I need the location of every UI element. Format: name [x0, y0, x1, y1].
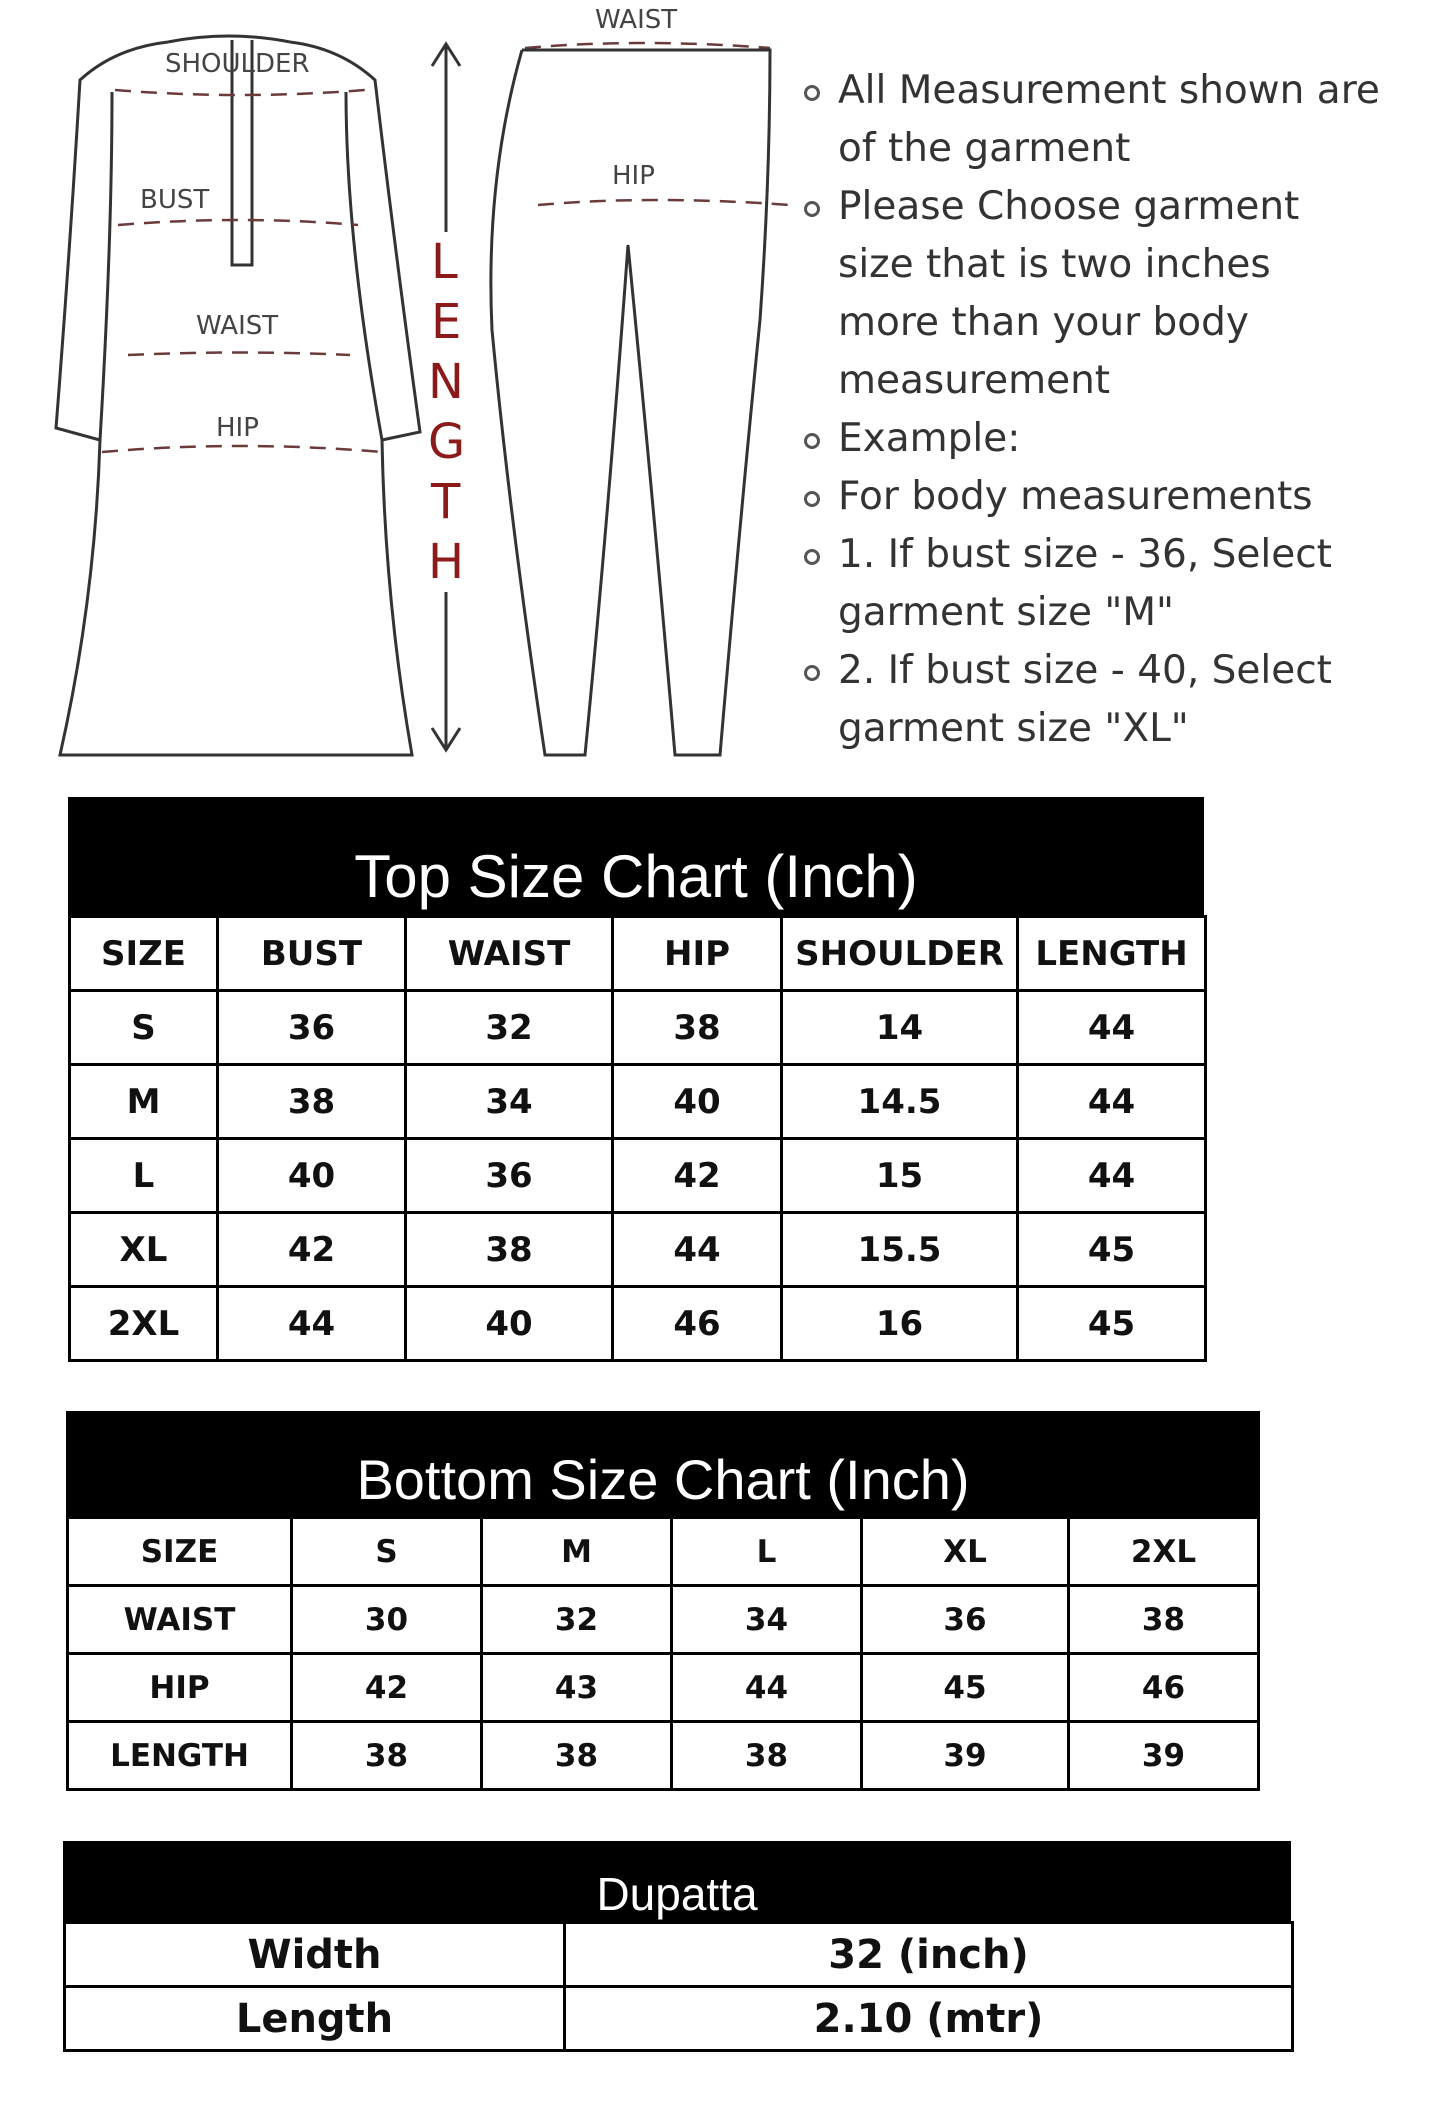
measurement-cell: 44 — [1018, 991, 1206, 1065]
measurement-cell: 38 — [218, 1065, 406, 1139]
measurement-cell: 44 — [218, 1287, 406, 1361]
measurement-cell: 44 — [1018, 1139, 1206, 1213]
measurement-cell: 14 — [782, 991, 1018, 1065]
measurement-cell: 46 — [613, 1287, 782, 1361]
table-row — [70, 1287, 1206, 1361]
length-letter: L — [431, 234, 458, 290]
table-header-row — [70, 917, 1206, 991]
measurement-cell: 32 — [482, 1586, 672, 1654]
table-row — [68, 1654, 1259, 1722]
top-size-table — [68, 915, 1207, 1362]
note-bullet-item: 2. If bust size - 40, Select — [790, 642, 1430, 700]
measurement-cell: 44 — [1018, 1065, 1206, 1139]
table-row — [68, 1518, 1259, 1586]
bottom-chart-title-bar — [66, 1411, 1260, 1516]
row-label-cell: HIP — [68, 1654, 292, 1722]
length-letter: T — [431, 474, 461, 530]
measurement-cell: 38 — [1069, 1586, 1259, 1654]
shoulder-label: SHOULDER — [165, 49, 310, 79]
measurement-cell: 45 — [1018, 1213, 1206, 1287]
dupatta-table — [63, 1921, 1294, 2052]
note-bullet-item: Example: — [790, 410, 1430, 468]
note-bullet-item: For body measurements — [790, 468, 1430, 526]
row-label-cell: SIZE — [68, 1518, 292, 1586]
bottom-chart-title: Bottom Size Chart (Inch) — [356, 1448, 970, 1511]
note-continuation: size that is two inches — [838, 242, 1271, 287]
measurement-cell: 42 — [613, 1139, 782, 1213]
measurement-cell: 2XL — [1069, 1518, 1259, 1586]
column-header: LENGTH — [1018, 917, 1206, 991]
measurement-cell: 38 — [482, 1722, 672, 1790]
dimension-label: Length — [65, 1987, 565, 2051]
bust-label: BUST — [140, 185, 210, 215]
table-row — [65, 1987, 1293, 2051]
measurement-cell: 39 — [1069, 1722, 1259, 1790]
size-cell: XL — [70, 1213, 218, 1287]
bottom-size-chart — [66, 1411, 1260, 1791]
measurement-cell: 38 — [406, 1213, 613, 1287]
dimension-value: 2.10 (mtr) — [565, 1987, 1293, 2051]
note-continuation: more than your body — [838, 300, 1249, 345]
measurement-cell: 44 — [672, 1654, 862, 1722]
note-continuation: of the garment — [838, 126, 1131, 171]
top-chart-title-bar — [68, 797, 1204, 915]
kurta-hip-label: HIP — [216, 413, 259, 443]
measurement-cell: 45 — [1018, 1287, 1206, 1361]
measurement-cell: 46 — [1069, 1654, 1259, 1722]
measurement-cell: 34 — [406, 1065, 613, 1139]
measurement-cell: 16 — [782, 1287, 1018, 1361]
measurement-cell: S — [292, 1518, 482, 1586]
measurement-cell: 36 — [406, 1139, 613, 1213]
pants-waist-label: WAIST — [595, 5, 678, 35]
top-chart-title: Top Size Chart (Inch) — [354, 843, 918, 910]
size-cell: S — [70, 991, 218, 1065]
column-header: HIP — [613, 917, 782, 991]
measurement-cell: 32 — [406, 991, 613, 1065]
garment-illustration — [0, 0, 800, 790]
length-letter: H — [428, 534, 465, 590]
bottom-size-table — [66, 1516, 1260, 1791]
measurement-cell: 45 — [862, 1654, 1069, 1722]
measurement-cell: 42 — [292, 1654, 482, 1722]
note-bullet-item: Please Choose garment — [790, 178, 1430, 236]
dupatta-title: Dupatta — [596, 1868, 758, 1920]
column-header: BUST — [218, 917, 406, 991]
dimension-label: Width — [65, 1923, 565, 1987]
measurement-cell: 15.5 — [782, 1213, 1018, 1287]
garment-diagram — [0, 0, 800, 790]
note-continuation: garment size "XL" — [838, 706, 1189, 751]
table-row — [68, 1722, 1259, 1790]
pants-hip-label: HIP — [612, 161, 655, 191]
measurement-cell: 44 — [613, 1213, 782, 1287]
measurement-cell: 38 — [613, 991, 782, 1065]
length-letter: G — [428, 414, 466, 470]
pants-outline — [491, 50, 770, 755]
note-bullet-item: 1. If bust size - 36, Select — [790, 526, 1430, 584]
row-label-cell: WAIST — [68, 1586, 292, 1654]
top-size-chart — [68, 797, 1204, 1362]
note-bullet-item: All Measurement shown are — [790, 62, 1430, 120]
note-continuation: measurement — [838, 358, 1111, 403]
table-row — [68, 1586, 1259, 1654]
measurement-cell: 34 — [672, 1586, 862, 1654]
measurement-cell: 14.5 — [782, 1065, 1018, 1139]
measurement-cell: 40 — [406, 1287, 613, 1361]
measurement-cell: 36 — [862, 1586, 1069, 1654]
measurement-cell: 30 — [292, 1586, 482, 1654]
note-continuation: garment size "M" — [838, 590, 1174, 635]
size-cell: 2XL — [70, 1287, 218, 1361]
size-cell: L — [70, 1139, 218, 1213]
kurta-waist-label: WAIST — [196, 311, 279, 341]
measurement-cell: XL — [862, 1518, 1069, 1586]
table-row — [70, 1065, 1206, 1139]
measurement-cell: 43 — [482, 1654, 672, 1722]
measurement-cell: 39 — [862, 1722, 1069, 1790]
measurement-notes — [790, 62, 1430, 758]
column-header: WAIST — [406, 917, 613, 991]
dimension-value: 32 (inch) — [565, 1923, 1293, 1987]
dupatta-chart — [63, 1841, 1291, 2052]
table-row — [70, 991, 1206, 1065]
length-letter: E — [431, 294, 462, 350]
measurement-cell: 15 — [782, 1139, 1018, 1213]
measurement-cell: 40 — [613, 1065, 782, 1139]
column-header: SHOULDER — [782, 917, 1018, 991]
table-row — [65, 1923, 1293, 1987]
measurement-cell: M — [482, 1518, 672, 1586]
measurement-cell: 38 — [292, 1722, 482, 1790]
length-letter: N — [428, 354, 464, 410]
row-label-cell: LENGTH — [68, 1722, 292, 1790]
measurement-cell: 40 — [218, 1139, 406, 1213]
measurement-cell: 38 — [672, 1722, 862, 1790]
table-row — [70, 1139, 1206, 1213]
length-letters — [428, 232, 466, 592]
column-header: SIZE — [70, 917, 218, 991]
measurement-cell: 36 — [218, 991, 406, 1065]
measurement-cell: 42 — [218, 1213, 406, 1287]
kurta-outline — [56, 36, 420, 755]
size-cell: M — [70, 1065, 218, 1139]
dupatta-title-bar — [63, 1841, 1291, 1921]
table-row — [70, 1213, 1206, 1287]
measurement-cell: L — [672, 1518, 862, 1586]
